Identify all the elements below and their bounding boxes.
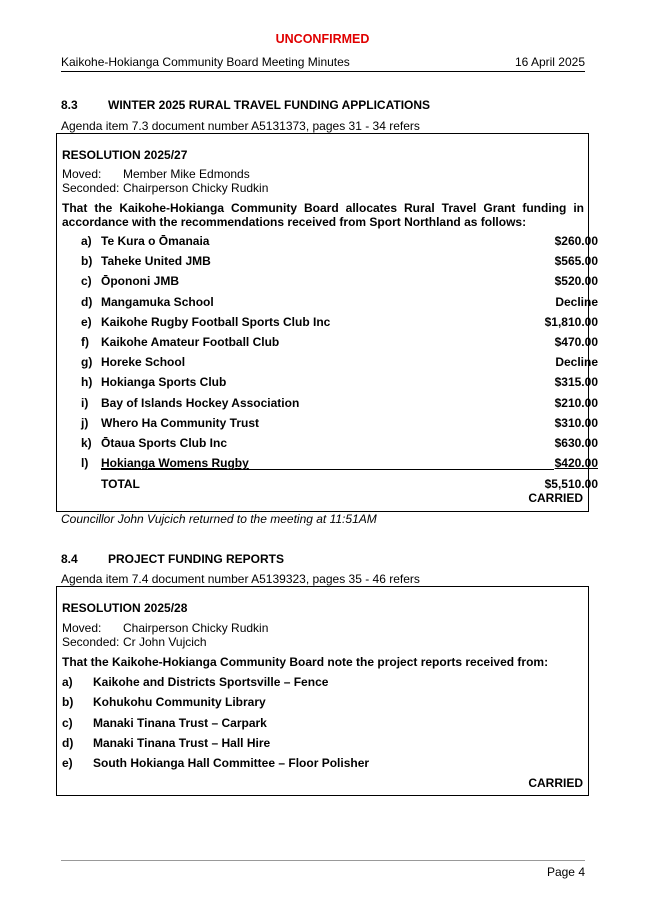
- item-amount: Decline: [555, 355, 598, 370]
- item-amount: $260.00: [554, 234, 598, 248]
- section-number: 8.3: [61, 98, 78, 112]
- section-title: WINTER 2025 RURAL TRAVEL FUNDING APPLICATIONS: [108, 98, 431, 112]
- item-letter: c): [62, 715, 73, 730]
- item-amount: $520.00: [554, 274, 598, 289]
- resolution-number: RESOLUTION 2025/28: [62, 601, 188, 615]
- item-amount: Decline: [555, 294, 598, 309]
- item-name: South Hokianga Hall Committee – Floor Polisher: [93, 756, 370, 771]
- item-name: Kaikohe and Districts Sportsville – Fence: [93, 675, 329, 689]
- carried-label: CARRIED: [528, 491, 583, 505]
- unconfirmed-stamp: UNCONFIRMED: [275, 32, 370, 46]
- list-underline: [101, 469, 554, 470]
- agenda-reference: Agenda item 7.4 document number A5139323, pages 35 - 46 refers: [61, 572, 420, 586]
- section-heading-8-3: [61, 98, 430, 112]
- item-name: Horeke School: [101, 355, 186, 370]
- item-amount: $470.00: [554, 335, 598, 349]
- moved-line: [62, 167, 250, 181]
- item-name: Whero Ha Community Trust: [101, 415, 260, 430]
- item-letter: l): [81, 456, 89, 471]
- item-letter: c): [81, 274, 92, 289]
- item-name: Te Kura o Ōmanaia: [101, 234, 210, 248]
- carried-label: CARRIED: [528, 776, 583, 790]
- item-letter: h): [81, 375, 93, 390]
- moved-by: Chairperson Chicky Rudkin: [123, 621, 269, 635]
- item-amount: $310.00: [554, 415, 598, 430]
- item-name: Mangamuka School: [101, 294, 214, 309]
- section-number: 8.4: [61, 552, 78, 566]
- item-name: Kaikohe Rugby Football Sports Club Inc: [101, 314, 331, 329]
- item-amount: $315.00: [554, 375, 598, 390]
- seconded-label: Seconded:: [62, 635, 120, 649]
- item-letter: g): [81, 355, 93, 370]
- item-amount: $565.00: [554, 254, 598, 269]
- item-letter: e): [62, 756, 73, 771]
- moved-label: Moved:: [62, 167, 102, 181]
- agenda-reference: Agenda item 7.3 document number A5131373, pages 31 - 34 refers: [61, 119, 420, 133]
- section-title: PROJECT FUNDING REPORTS: [108, 552, 285, 566]
- item-letter: f): [81, 335, 89, 349]
- item-letter: d): [81, 294, 93, 309]
- document-title: Kaikohe-Hokianga Community Board Meeting Minutes: [61, 55, 350, 69]
- total-label: TOTAL: [101, 477, 140, 491]
- resolution-number: RESOLUTION 2025/27: [62, 148, 188, 162]
- resolution-box-2025-27: [56, 133, 598, 512]
- document-date: 16 April 2025: [514, 55, 585, 69]
- item-name: Ōpononi JMB: [101, 274, 179, 289]
- page-header: [61, 55, 585, 72]
- seconded-line: [62, 635, 207, 649]
- item-name: Kohukohu Community Library: [93, 695, 266, 710]
- item-letter: b): [81, 254, 93, 269]
- seconded-by: Cr John Vujcich: [123, 635, 207, 649]
- item-letter: d): [62, 735, 74, 750]
- item-name: Manaki Tinana Trust – Carpark: [93, 715, 267, 730]
- item-letter: j): [81, 415, 89, 430]
- seconded-label: Seconded:: [62, 181, 120, 195]
- item-amount: $1,810.00: [544, 314, 598, 329]
- page-number: Page 4: [546, 865, 585, 879]
- resolution-text: That the Kaikohe-Hokianga Community Board allocates Rural Travel Grant funding in accordance with the recommendations received from Sport Northland as follows:: [62, 201, 584, 229]
- item-name: Hokianga Sports Club: [101, 375, 227, 390]
- item-name: Ōtaua Sports Club Inc: [101, 436, 228, 450]
- total-amount: $5,510.00: [544, 477, 598, 491]
- resolution-box-2025-28: [56, 586, 589, 796]
- item-amount: $630.00: [554, 436, 598, 450]
- item-name: Hokianga Womens Rugby: [101, 456, 249, 471]
- item-letter: a): [81, 234, 92, 248]
- section-heading-8-4: [61, 552, 284, 566]
- moved-line: [62, 621, 268, 635]
- item-letter: i): [81, 395, 89, 410]
- item-name: Kaikohe Amateur Football Club: [101, 335, 280, 349]
- seconded-by: Chairperson Chicky Rudkin: [123, 181, 269, 195]
- item-letter: e): [81, 314, 92, 329]
- meeting-note: Councillor John Vujcich returned to the meeting at 11:51AM: [61, 512, 377, 526]
- footer-divider: [61, 860, 585, 861]
- moved-label: Moved:: [62, 621, 102, 635]
- item-letter: b): [62, 695, 74, 710]
- item-amount: $420.00: [554, 456, 598, 471]
- item-name: Bay of Islands Hockey Association: [101, 395, 300, 410]
- item-name: Manaki Tinana Trust – Hall Hire: [93, 735, 271, 750]
- moved-by: Member Mike Edmonds: [123, 167, 250, 181]
- resolution-text: That the Kaikohe-Hokianga Community Board note the project reports received from:: [62, 655, 549, 669]
- item-letter: k): [81, 436, 92, 450]
- item-letter: a): [62, 675, 73, 689]
- seconded-line: [62, 181, 268, 195]
- item-amount: $210.00: [554, 395, 598, 410]
- item-name: Taheke United JMB: [101, 254, 211, 269]
